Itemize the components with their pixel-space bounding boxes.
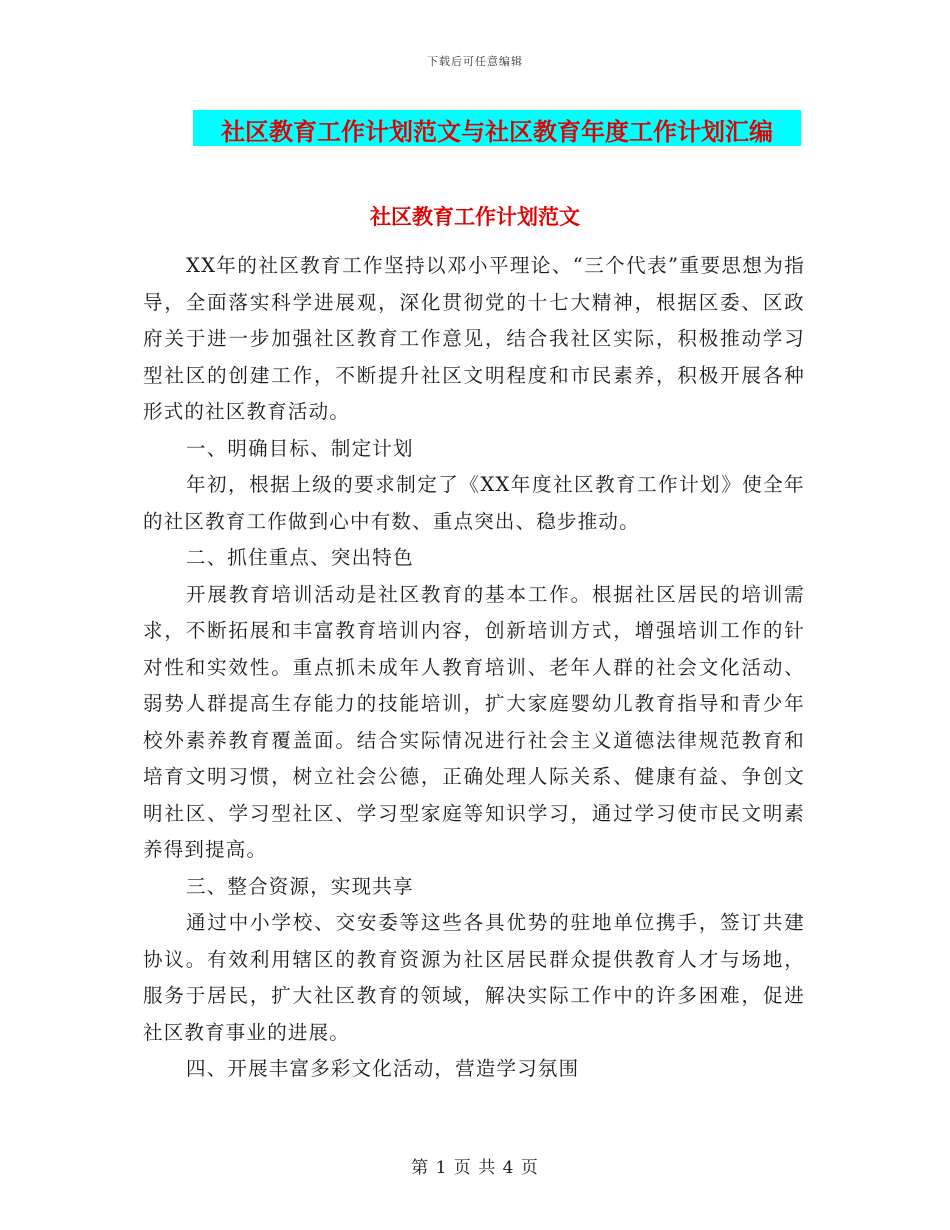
body-paragraph: 开展教育培训活动是社区教育的基本工作。根据社区居民的培训需求，不断拓展和丰富教育培训内容，创新培训方式，增强培训工作的针对性和实效性。重点抓未成年人教育培训、老年人群的社会文化活动、弱势人群提高生存能力的技能培训，扩大家庭婴幼儿教育指导和青少年校外素养教育覆盖面。结合实际情况进行社会主义道德法律规范教育和培育文明习惯，树立社会公德，正确处理人际关系、健康有益、争创文明社区、学习型社区、学习型家庭等知识学习，通过学习使市民文明素养得到提高。	[143, 582, 805, 861]
body-paragraph: 通过中小学校、交安委等这些各具优势的驻地单位携手，签订共建协议。有效利用辖区的教育资源为社区居民群众提供教育人才与场地，服务于居民，扩大社区教育的领域，解决实际工作中的许多困难，促进社区教育事业的进展。	[143, 911, 805, 1044]
page-title: 社区教育工作计划范文与社区教育年度工作计划汇编	[221, 117, 773, 146]
section-heading: 四、开展丰富多彩文化活动，营造学习氛围	[186, 1057, 580, 1080]
section-title: 社区教育工作计划范文	[370, 204, 580, 229]
page-footer: 第 1 页 共 4 页	[411, 1158, 539, 1178]
header-note: 下载后可任意编辑	[427, 55, 523, 68]
body-paragraph: 年初，根据上级的要求制定了《XX年度社区教育工作计划》使全年的社区教育工作做到心中有数、重点突出、稳步推动。	[143, 473, 805, 533]
section-heading: 一、明确目标、制定计划	[186, 436, 414, 460]
section-heading: 二、抓住重点、突出特色	[186, 546, 414, 569]
section-heading: 三、整合资源，实现共享	[186, 874, 414, 898]
document-body	[143, 248, 805, 1088]
body-paragraph: XX年的社区教育工作坚持以邓小平理论、“三个代表”重要思想为指导，全面落实科学进展观，深化贯彻党的十七大精神，根据区委、区政府关于进一步加强社区教育工作意见，结合我社区实际，积极推动学习型社区的创建工作，不断提升社区文明程度和市民素养，积极开展各种形式的社区教育活动。	[143, 254, 805, 423]
